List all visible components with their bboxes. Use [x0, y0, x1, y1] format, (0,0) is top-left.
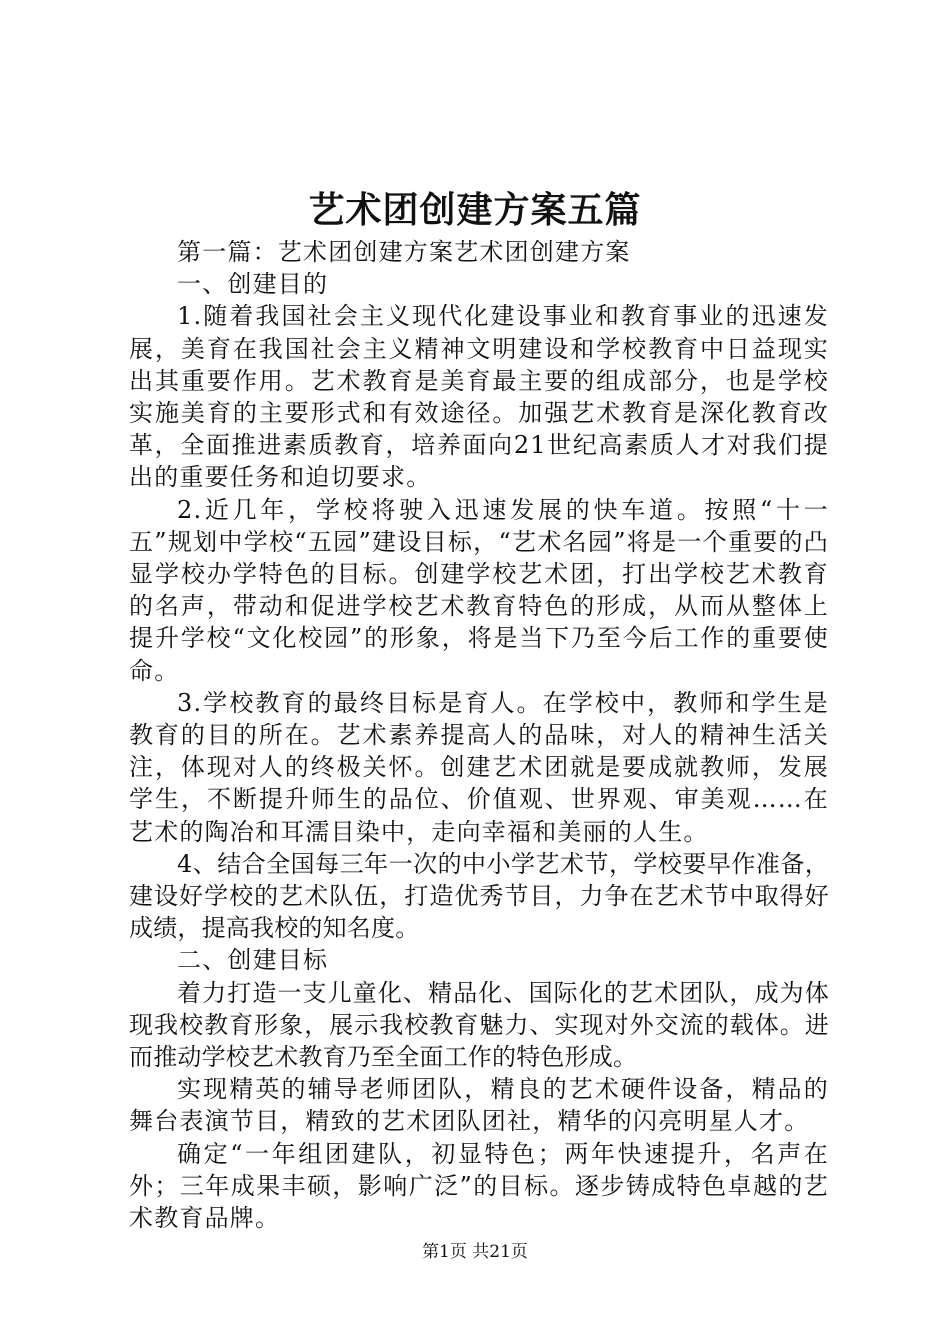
- document-body: [129, 236, 829, 1234]
- document-title: 艺术团创建方案五篇: [308, 189, 642, 231]
- section-heading-goals: 二、创建目标: [177, 946, 329, 975]
- section-heading-part-one: 第一篇：艺术团创建方案艺术团创建方案: [177, 238, 631, 266]
- paragraph-goals-2: 实现精英的辅导老师团队，精良的艺术硬件设备，精品的舞台表演节目，精致的艺术团队团社，精华的闪亮明星人才。: [129, 1075, 829, 1136]
- paragraph-purpose-3: 3.学校教育的最终目标是育人。在学校中，教师和学生是教育的目的所在。艺术素养提高人的品味，对人的精神生活关注，体现对人的终极关怀。创建艺术团就是要成就教师，发展学生，不断提升师生的品位、价值观、世界观、审美观……在艺术的陶冶和耳濡目染中，走向幸福和美丽的人生。: [129, 688, 829, 846]
- paragraph-purpose-2: 2.近几年，学校将驶入迅速发展的快车道。按照“十一五”规划中学校“五园”建设目标，“艺术名园”将是一个重要的凸显学校办学特色的目标。创建学校艺术团，打出学校艺术教育的名声，带动和促进学校艺术教育特色的形成，从而从整体上提升学校“文化校园”的形象，将是当下乃至今后工作的重要使命。: [129, 495, 829, 685]
- paragraph-purpose-1: 1.随着我国社会主义现代化建设事业和教育事业的迅速发展，美育在我国社会主义精神文明建设和学校教育中日益现实出其重要作用。艺术教育是美育最主要的组成部分，也是学校实施美育的主要形式和有效途径。加强艺术教育是深化教育改革，全面推进素质教育，培养面向21世纪高素质人才对我们提出的重要任务和迫切要求。: [129, 302, 829, 492]
- paragraph-goals-3: 确定“一年组团建队，初显特色；两年快速提升，名声在外；三年成果丰硕，影响广泛”的目标。逐步铸成特色卓越的艺术教育品牌。: [129, 1139, 829, 1233]
- paragraph-goals-1: 着力打造一支儿童化、精品化、国际化的艺术团队，成为体现我校教育形象，展示我校教育魅力、实现对外交流的载体。进而推动学校艺术教育乃至全面工作的特色形成。: [129, 978, 829, 1072]
- page-footer: 第1页 共21页: [422, 1242, 528, 1262]
- paragraph-purpose-4: 4、结合全国每三年一次的中小学艺术节，学校要早作准备，建设好学校的艺术队伍，打造优秀节目，力争在艺术节中取得好成绩，提高我校的知名度。: [129, 849, 829, 943]
- section-heading-purpose: 一、创建目的: [177, 270, 329, 299]
